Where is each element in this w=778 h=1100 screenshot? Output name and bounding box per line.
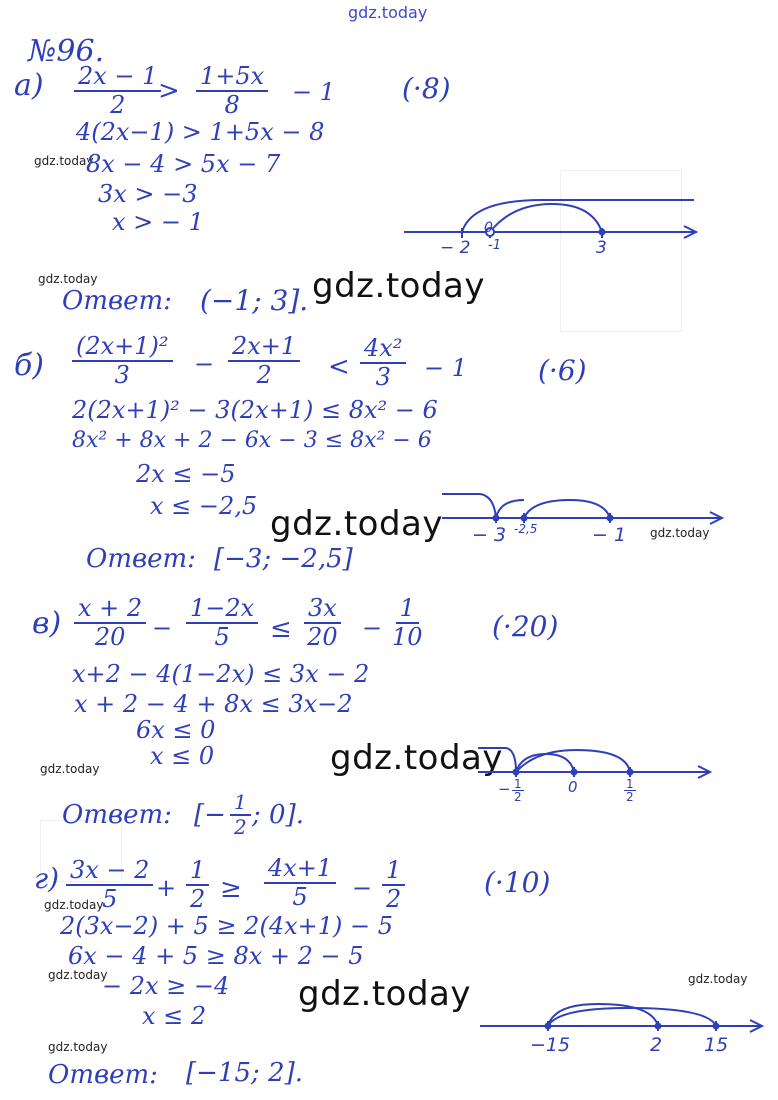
- part-d-step-3: − 2x ≥ −4: [102, 972, 230, 1000]
- part-b-answer-word: Ответ:: [86, 544, 196, 574]
- part-a-axis-label: -1: [488, 238, 501, 253]
- watermark-big: gdz.today: [312, 266, 485, 306]
- part-b-minus: −: [194, 350, 215, 378]
- part-b-multiplier: (·6): [538, 354, 587, 387]
- part-c-term-3: $\frac{3x}{20}$: [304, 596, 341, 650]
- part-a-rhs-fraction: $\frac{1+5x}{8}$: [196, 64, 268, 118]
- part-a-axis-label: − 2: [440, 238, 471, 258]
- part-d-axis-label: −15: [530, 1034, 571, 1056]
- part-d-term-1: $\frac{3x - 2}{5}$: [66, 858, 153, 912]
- part-c-label: в): [32, 606, 62, 641]
- part-d-term-3: $\frac{4x+1}{5}$: [264, 856, 336, 910]
- part-b-answer: [−3; −2,5]: [214, 544, 353, 574]
- watermark-small: gdz.today: [38, 272, 98, 286]
- part-c-answer-word: Ответ:: [62, 800, 172, 830]
- part-a-number-line: [402, 186, 702, 246]
- part-d-axis-label: 2: [650, 1034, 663, 1056]
- watermark-small: gdz.today: [688, 972, 748, 986]
- part-d-term-4: $\frac{1}{2}$: [382, 858, 405, 912]
- watermark-big: gdz.today: [298, 974, 471, 1014]
- watermark-small: gdz.today: [34, 154, 94, 168]
- part-b-term-2: $\frac{2x+1}{2}$: [228, 334, 300, 388]
- part-a-step-4: x > − 1: [112, 208, 204, 236]
- part-d-axis-label: 15: [704, 1034, 729, 1056]
- part-a-tail: − 1: [292, 78, 336, 106]
- part-b-step-2: 8x² + 8x + 2 − 6x − 3 ≤ 8x² − 6: [72, 428, 432, 453]
- watermark-big: gdz.today: [330, 738, 503, 778]
- part-a-axis-label: 3: [596, 238, 607, 258]
- part-b-term-1: $\frac{\text{(2x+1)²}}{3}$: [72, 334, 173, 388]
- part-d-ge: ≥: [220, 874, 242, 904]
- part-c-multiplier: (·20): [492, 610, 559, 643]
- part-c-term-1: $\frac{x + 2}{20}$: [74, 596, 146, 650]
- part-d-plus: +: [156, 874, 177, 902]
- watermark-small: gdz.today: [44, 898, 104, 912]
- part-a-axis-label: 0: [484, 220, 493, 236]
- part-d-label: г): [34, 862, 60, 895]
- part-c-le: ≤: [270, 614, 292, 644]
- part-a-multiplier: (·8): [402, 72, 451, 105]
- part-c-minus-2: −: [362, 614, 383, 642]
- part-b-label: б): [14, 348, 45, 383]
- part-c-term-4: $\frac{1}{10}$: [392, 594, 423, 652]
- part-a-gt: >: [158, 76, 180, 106]
- part-d-step-2: 6x − 4 + 5 ≥ 8x + 2 − 5: [68, 942, 364, 970]
- watermark-small: gdz.today: [650, 526, 710, 540]
- part-b-axis-label: − 3: [472, 524, 507, 546]
- part-a-label: а): [14, 68, 44, 103]
- part-c-axis-zero: 0: [568, 778, 578, 796]
- part-b-tail: − 1: [424, 354, 468, 382]
- part-d-step-1: 2(3x−2) + 5 ≥ 2(4x+1) − 5: [60, 912, 393, 940]
- part-c-term-2: $\frac{1-2x}{5}$: [186, 596, 258, 650]
- part-a-step-3: 3x > −3: [98, 180, 198, 208]
- part-c-answer-close: ; 0].: [252, 800, 304, 830]
- part-c-axis-neg-sign: −: [498, 780, 511, 798]
- part-d-term-2: $\frac{1}{2}$: [186, 858, 209, 912]
- part-c-answer-fraction: $\frac{1}{2}$: [230, 792, 251, 838]
- part-a-lhs-fraction: $\frac{2x - 1}{2}$: [74, 64, 161, 118]
- part-a-answer-word: Ответ:: [62, 286, 172, 316]
- part-d-answer: [−15; 2].: [186, 1058, 303, 1088]
- part-b-lt: <: [328, 352, 350, 382]
- part-c-step-3: 6x ≤ 0: [136, 716, 216, 744]
- part-b-term-3: $\frac{\text{4x²}}{3}$: [360, 336, 406, 390]
- part-c-step-2: x + 2 − 4 + 8x ≤ 3x−2: [74, 690, 353, 718]
- watermark-small: gdz.today: [48, 1040, 108, 1054]
- watermark-small: gdz.today: [40, 762, 100, 776]
- part-b-axis-label: − 1: [592, 524, 627, 546]
- watermark-top: gdz.today: [348, 3, 428, 22]
- part-d-step-4: x ≤ 2: [142, 1002, 207, 1030]
- watermark-big: gdz.today: [270, 504, 443, 544]
- part-c-step-4: x ≤ 0: [150, 742, 215, 770]
- part-b-axis-label: -2,5: [514, 522, 538, 536]
- part-c-axis-neg-half: $\frac{1}{2}$: [514, 777, 522, 804]
- part-a-step-1: 4(2x−1) > 1+5x − 8: [76, 118, 325, 146]
- part-b-step-1: 2(2x+1)² − 3(2x+1) ≤ 8x² − 6: [72, 396, 438, 424]
- part-b-step-3: 2x ≤ −5: [136, 460, 236, 488]
- part-a-answer: (−1; 3].: [200, 284, 309, 317]
- part-b-step-4: x ≤ −2,5: [150, 492, 258, 520]
- part-d-multiplier: (·10): [484, 866, 551, 899]
- part-d-minus: −: [352, 874, 373, 902]
- part-c-axis-half: $\frac{1}{2}$: [626, 777, 634, 804]
- watermark-small: gdz.today: [48, 968, 108, 982]
- part-a-step-2: 8x − 4 > 5x − 7: [86, 150, 281, 178]
- part-c-minus-1: −: [152, 614, 173, 642]
- part-c-answer-open: [−: [194, 800, 226, 830]
- part-d-answer-word: Ответ:: [48, 1060, 158, 1090]
- part-c-step-1: x+2 − 4(1−2x) ≤ 3x − 2: [72, 660, 370, 688]
- problem-number: №96.: [28, 34, 105, 69]
